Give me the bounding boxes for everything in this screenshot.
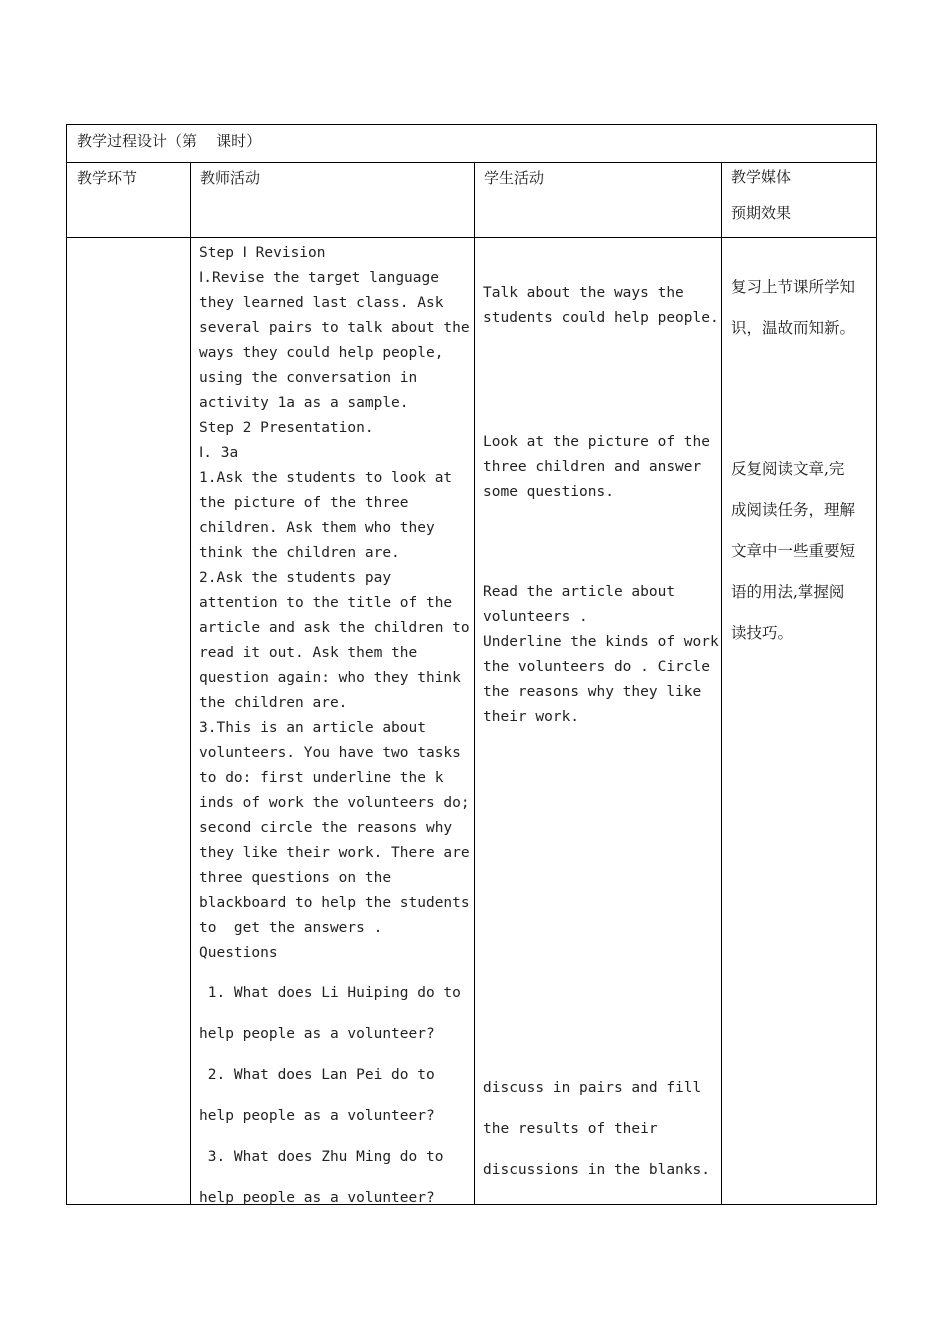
media-effect-reading: 反复阅读文章,完 成阅读任务，理解 文章中一些重要短 语的用法,掌握阅 读技巧。 bbox=[731, 460, 856, 642]
teacher-activity-text: Step Ⅰ Revision Ⅰ.Revise the target language they learned last class. Ask several pairs to talk about the ways they could help people, using the conversation in activity 1a as a sample. Step 2 Presentation. Ⅰ. 3a 1.Ask the students to look at the picture of the three children. Ask them who they think the children are. 2.Ask the students pay attention to the title of the article and ask the children to read it out. Ask them the question again: who they think the children are. 3.This is an article about volunteers. You have two tasks to do: first underline the k inds of work the volunteers do; second circle the reasons why they like their work. There are three questions on the blackboard to help the students to get the answers . Questions bbox=[199, 245, 470, 961]
student-activity-reading: Read the article about volunteers . Underline the kinds of work the volunteers do . Circle the reasons why they like their work. bbox=[483, 584, 719, 725]
student-activity-discuss: discuss in pairs and fill the results of their discussions in the blanks. bbox=[483, 1080, 710, 1178]
header-teacher: 教师活动 bbox=[200, 169, 261, 187]
header-student: 学生活动 bbox=[484, 169, 545, 187]
table-title-row bbox=[67, 125, 876, 163]
column-divider bbox=[190, 163, 191, 1204]
table-title: 教学过程设计（第 课时） bbox=[77, 132, 262, 150]
student-activity-revision: Talk about the ways the students could help people. bbox=[483, 285, 719, 326]
lesson-process-table bbox=[66, 124, 877, 1205]
student-activity-picture: Look at the picture of the three children and answer some questions. bbox=[483, 434, 710, 500]
teacher-questions: 1. What does Li Huiping do to help people as a volunteer? 2. What does Lan Pei do to help people as a volunteer? 3. What does Zhu Ming do to help people as a volunteer? bbox=[199, 985, 461, 1206]
header-media: 教学媒体 预期效果 bbox=[731, 168, 792, 222]
column-divider bbox=[474, 163, 475, 1204]
header-divider bbox=[67, 237, 876, 238]
header-step: 教学环节 bbox=[77, 169, 138, 187]
media-effect-review: 复习上节课所学知 识，温故而知新。 bbox=[731, 278, 856, 337]
